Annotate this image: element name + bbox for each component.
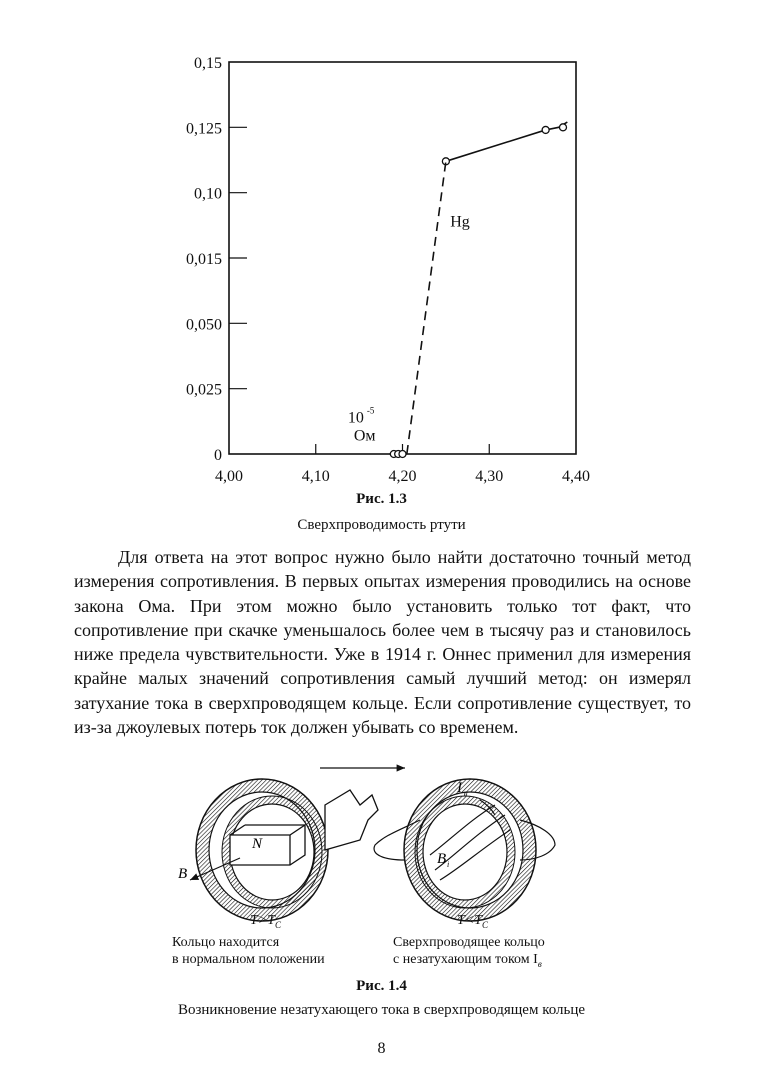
field-label-right: B [437,851,447,867]
left-temp-label [250,913,281,933]
right-desc-line2 [393,952,542,972]
x-tick-label: 4,00 [215,468,243,485]
figure1-label: Рис. 1.3 [356,491,407,507]
page-number: 8 [377,1040,386,1057]
left-temp-sub: C [275,919,282,930]
body-paragraph-text: Для ответа на этот вопрос нужно было найти достаточно точный метод измерения сопротивления. В первых опытах измерения проводились на основе закона Ома. При этом можно было установить только тот факт, что сопротивление при скачке уменьшалось более чем в тысячу раз и становилось ниже предела чувствительности. Уже в 1914 г. Оннес применил для измерения крайне малых значений сопротивления самый лучший метод: он измерял затухание тока в сверхпроводящем кольце. Если сопротивление существует, то из-за джоулевых потерь ток должен убывать со временем. [74,547,691,738]
left-desc-line1: Кольцо находится [172,935,280,950]
figure1-caption: Сверхпроводимость ртути [297,517,466,533]
x-tick-label: 4,10 [301,468,330,485]
data-point [559,124,566,131]
data-point [542,126,549,133]
body-paragraph [74,545,691,739]
x-tick-label: 4,40 [562,468,590,485]
left-temp-main: T>T [250,913,276,928]
magnet-label: N [251,836,263,852]
figure2-caption: Возникновение незатухающего тока в сверхпроводящем кольце [177,1002,586,1018]
current-label: I [457,780,462,796]
chart-axes [229,62,576,454]
series-line-transition [407,161,446,454]
right-desc-line1: Сверхпроводящее кольцо [393,935,545,950]
data-point [399,451,406,458]
figure2-label: Рис. 1.4 [356,978,407,994]
x-tick-label: 4,30 [475,468,504,485]
right-ring [374,779,555,921]
y-tick-label: 0,15 [194,55,222,72]
y-tick-label: 0 [214,447,222,464]
left-desc-line2: в нормальном положении [172,952,325,967]
resistance-chart [0,0,763,500]
annotation-unit: Ом [353,427,376,445]
current-sub: в [464,789,468,798]
y-axis-ticks [186,55,247,464]
y-tick-label: 0,10 [194,185,222,203]
right-temp-main: T<T [457,913,483,928]
annotation-label: Hg [450,213,470,231]
x-tick-label: 4,20 [388,468,417,485]
y-tick-label: 0,015 [186,251,222,268]
y-tick-label: 0,050 [186,316,222,334]
plot-frame [229,62,576,454]
right-desc-line2-text: с незатухающим током I [393,952,538,967]
field-label-left: B [178,866,188,882]
right-temp-sub: C [482,919,489,930]
annotation-label: 10 [347,409,364,427]
annotation-superscript: -5 [366,405,375,416]
chart-series [389,122,567,457]
field-sub-right: i [447,860,450,869]
right-desc-line2-sub: в [537,958,542,969]
y-tick-label: 0,025 [186,381,222,399]
chart-annotations [348,214,470,445]
right-temp-label [457,913,488,933]
y-tick-label: 0,125 [186,120,222,138]
